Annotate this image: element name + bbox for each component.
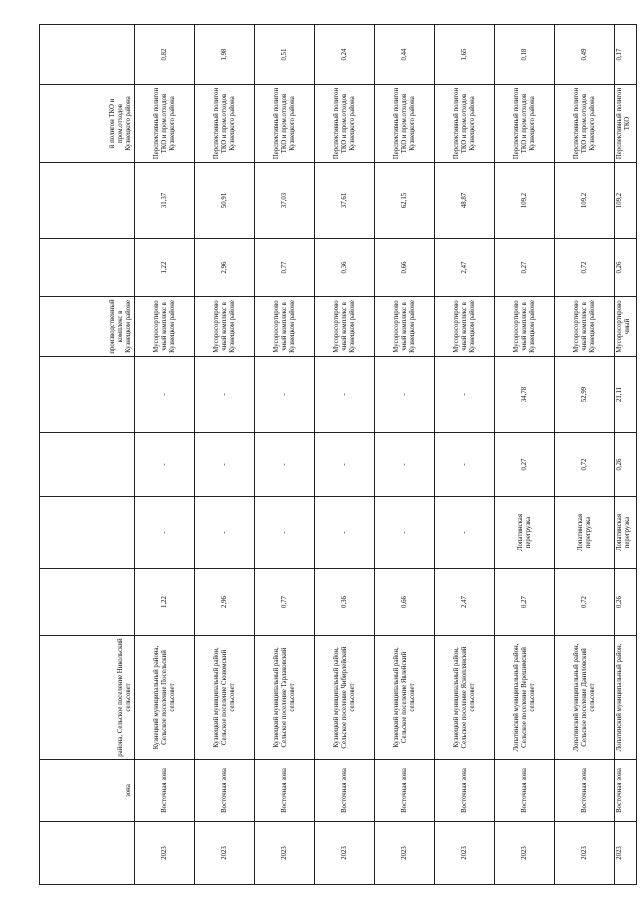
transfer-station-cell: - — [375, 497, 435, 569]
zone-cell: Восточная зона — [495, 760, 555, 822]
settlement-cell: Лопатинский муниципальный район, Сельское поселение Верешимский сельсовет — [495, 636, 555, 760]
facility-mass-cell — [40, 239, 135, 297]
landfill-cell: Перспективный полигон ТКО и пром.отходов Кузнецкого района — [135, 85, 195, 163]
mass-cell: 0,36 — [315, 569, 375, 636]
settlement-cell: Кузнецкий муниципальный район, Сельское поселение Явлейский сельсовет — [375, 636, 435, 760]
transfer-station-cell: - — [435, 497, 495, 569]
transfer-station-cell: - — [135, 497, 195, 569]
facility-cell: Мусоросортировочный комплекс в Кузнецком районе — [135, 297, 195, 357]
settlement-cell: Лопатинский муниципальный район, Сельское поселение Даниловский сельсовет — [555, 636, 615, 760]
zone-cell: Восточная зона — [555, 760, 615, 822]
settlement-cell: Кузнецкий муниципальный район, Сельское поселение Ясноплянский сельсовет — [435, 636, 495, 760]
mass-cell: 2,47 — [435, 569, 495, 636]
zone-cell: Восточная зона — [315, 760, 375, 822]
landfill-cell: й полигон ТКО и пром.отходов Кузнецкого района — [40, 85, 135, 163]
table-row — [435, 25, 495, 885]
facility-cell: Мусоросортировочный комплекс в Кузнецком районе — [315, 297, 375, 357]
facility-distance-cell: 37,61 — [315, 163, 375, 239]
table-row — [135, 25, 195, 885]
settlement-cell: района, Сельское поселение Никольский сельсовет — [40, 636, 135, 760]
facility-distance-cell: 62,15 — [375, 163, 435, 239]
year-cell: 2023 — [375, 822, 435, 885]
mass-cell: 0,26 — [615, 569, 637, 636]
settlement-cell: Кузнецкий муниципальный район, Сельское поселение Чибирлейский сельсовет — [315, 636, 375, 760]
mass-cell: 0,27 — [495, 569, 555, 636]
transfer-station-cell: Лопатинская перегрузка — [615, 497, 637, 569]
facility-mass-cell: 0,36 — [315, 239, 375, 297]
facility-distance-cell: 37,03 — [255, 163, 315, 239]
transfer-mass-cell: - — [195, 433, 255, 497]
zone-cell: зона — [40, 760, 135, 822]
rotated-table-page — [39, 25, 631, 885]
table-row — [375, 25, 435, 885]
facility-mass-cell: 1,22 — [135, 239, 195, 297]
transfer-mass-cell: - — [375, 433, 435, 497]
transfer-distance-cell: - — [435, 357, 495, 433]
mass-cell: 0,66 — [375, 569, 435, 636]
settlement-cell: Кузнецкий муниципальный района, Сельское поселение Посельский сельсовет — [135, 636, 195, 760]
facility-cell: Мусоросортировочный — [615, 297, 637, 357]
transfer-distance-cell: - — [195, 357, 255, 433]
year-cell: 2023 — [495, 822, 555, 885]
transfer-distance-cell: 52,99 — [555, 357, 615, 433]
transfer-station-cell — [40, 497, 135, 569]
settlement-cell: Кузнецкий муниципальный район, Сельское поселение Сюзюмский сельсовет — [195, 636, 255, 760]
mass-cell — [40, 569, 135, 636]
landfill-cell: Перспективный полигон ТКО — [615, 85, 637, 163]
year-cell: 2023 — [255, 822, 315, 885]
facility-distance-cell: 109,2 — [555, 163, 615, 239]
facility-cell: Мусоросортировочный комплекс в Кузнецком районе — [255, 297, 315, 357]
landfill-cell: Перспективный полигон ТКО и пром.отходов Кузнецкого района — [495, 85, 555, 163]
transfer-mass-cell: - — [135, 433, 195, 497]
transfer-mass-cell: - — [315, 433, 375, 497]
facility-distance-cell: 48,87 — [435, 163, 495, 239]
zone-cell: Восточная зона — [195, 760, 255, 822]
year-cell: 2023 — [435, 822, 495, 885]
landfill-mass-cell: 0,51 — [255, 25, 315, 85]
settlement-cell: Кузнецкий муниципальный район, Сельское поселение Тарлаковский сельсовет — [255, 636, 315, 760]
year-cell — [40, 822, 135, 885]
table-row — [615, 25, 637, 885]
settlement-cell: Лопатинский муниципальный район, — [615, 636, 637, 760]
year-cell: 2023 — [615, 822, 637, 885]
table-row — [255, 25, 315, 885]
facility-distance-cell: 50,91 — [195, 163, 255, 239]
landfill-cell: Перспективный полигон ТКО и пром.отходов Кузнецкого района — [315, 85, 375, 163]
facility-cell: Мусоросортировочный комплекс в Кузнецком районе — [195, 297, 255, 357]
facility-mass-cell: 2,96 — [195, 239, 255, 297]
facility-mass-cell: 2,47 — [435, 239, 495, 297]
facility-distance-cell: 31,37 — [135, 163, 195, 239]
transfer-mass-cell: - — [435, 433, 495, 497]
facility-cell: Мусоросортировочный комплекс в Кузнецком районе — [495, 297, 555, 357]
transfer-mass-cell: 0,26 — [615, 433, 637, 497]
transfer-mass-cell: 0,27 — [495, 433, 555, 497]
mass-cell: 0,77 — [255, 569, 315, 636]
year-cell: 2023 — [315, 822, 375, 885]
facility-cell: Мусоросортировочный комплекс в Кузнецком районе — [555, 297, 615, 357]
landfill-mass-cell: 0,17 — [615, 25, 637, 85]
table-row — [40, 25, 135, 885]
zone-cell: Восточная зона — [615, 760, 637, 822]
transfer-mass-cell — [40, 433, 135, 497]
facility-mass-cell: 0,27 — [495, 239, 555, 297]
year-cell: 2023 — [555, 822, 615, 885]
transfer-station-cell: Лопатинская перегрузка — [495, 497, 555, 569]
zone-cell: Восточная зона — [375, 760, 435, 822]
table-row — [495, 25, 555, 885]
zone-cell: Восточная зона — [435, 760, 495, 822]
transfer-station-cell: Лопатинская перегрузка — [555, 497, 615, 569]
facility-distance-cell — [40, 163, 135, 239]
landfill-mass-cell: 0,82 — [135, 25, 195, 85]
landfill-cell: Перспективный полигон ТКО и пром.отходов Кузнецкого района — [435, 85, 495, 163]
landfill-mass-cell: 1,65 — [435, 25, 495, 85]
mass-cell: 2,96 — [195, 569, 255, 636]
transfer-distance-cell: 21,11 — [615, 357, 637, 433]
landfill-mass-cell: 0,49 — [555, 25, 615, 85]
table-row — [555, 25, 615, 885]
facility-mass-cell: 0,72 — [555, 239, 615, 297]
transfer-station-cell: - — [195, 497, 255, 569]
landfill-mass-cell: 0,18 — [495, 25, 555, 85]
facility-mass-cell: 0,77 — [255, 239, 315, 297]
facility-distance-cell: 109,2 — [495, 163, 555, 239]
mass-cell: 1,22 — [135, 569, 195, 636]
landfill-cell: Перспективный полигон ТКО и пром.отходов Кузнецкого района — [195, 85, 255, 163]
facility-cell: Мусоросортировочный комплекс в Кузнецком районе — [375, 297, 435, 357]
facility-distance-cell: 109,2 — [615, 163, 637, 239]
landfill-cell: Перспективный полигон ТКО и пром.отходов Кузнецкого района — [375, 85, 435, 163]
mass-cell: 0,72 — [555, 569, 615, 636]
facility-cell: производственный комплекс в Кузнецком районе — [40, 297, 135, 357]
landfill-mass-cell: 0,24 — [315, 25, 375, 85]
year-cell: 2023 — [195, 822, 255, 885]
transfer-station-cell: - — [315, 497, 375, 569]
zone-cell: Восточная зона — [135, 760, 195, 822]
transfer-distance-cell — [40, 357, 135, 433]
landfill-mass-cell — [40, 25, 135, 85]
table-row — [315, 25, 375, 885]
year-cell: 2023 — [135, 822, 195, 885]
transfer-distance-cell: - — [255, 357, 315, 433]
transfer-distance-cell: - — [375, 357, 435, 433]
landfill-mass-cell: 0,44 — [375, 25, 435, 85]
zone-cell: Восточная зона — [255, 760, 315, 822]
table-row — [195, 25, 255, 885]
landfill-cell: Перспективный полигон ТКО и пром.отходов Кузнецкого района — [555, 85, 615, 163]
transfer-distance-cell: 34,78 — [495, 357, 555, 433]
transfer-distance-cell: - — [135, 357, 195, 433]
transfer-mass-cell: - — [255, 433, 315, 497]
landfill-mass-cell: 1,98 — [195, 25, 255, 85]
facility-mass-cell: 0,26 — [615, 239, 637, 297]
landfill-cell: Перспективный полигон ТКО и пром.отходов Кузнецкого района — [255, 85, 315, 163]
transfer-mass-cell: 0,72 — [555, 433, 615, 497]
facility-mass-cell: 0,66 — [375, 239, 435, 297]
transfer-station-cell: - — [255, 497, 315, 569]
facility-cell: Мусоросортировочный комплекс в Кузнецком районе — [435, 297, 495, 357]
transfer-distance-cell: - — [315, 357, 375, 433]
waste-flow-table — [39, 24, 637, 885]
